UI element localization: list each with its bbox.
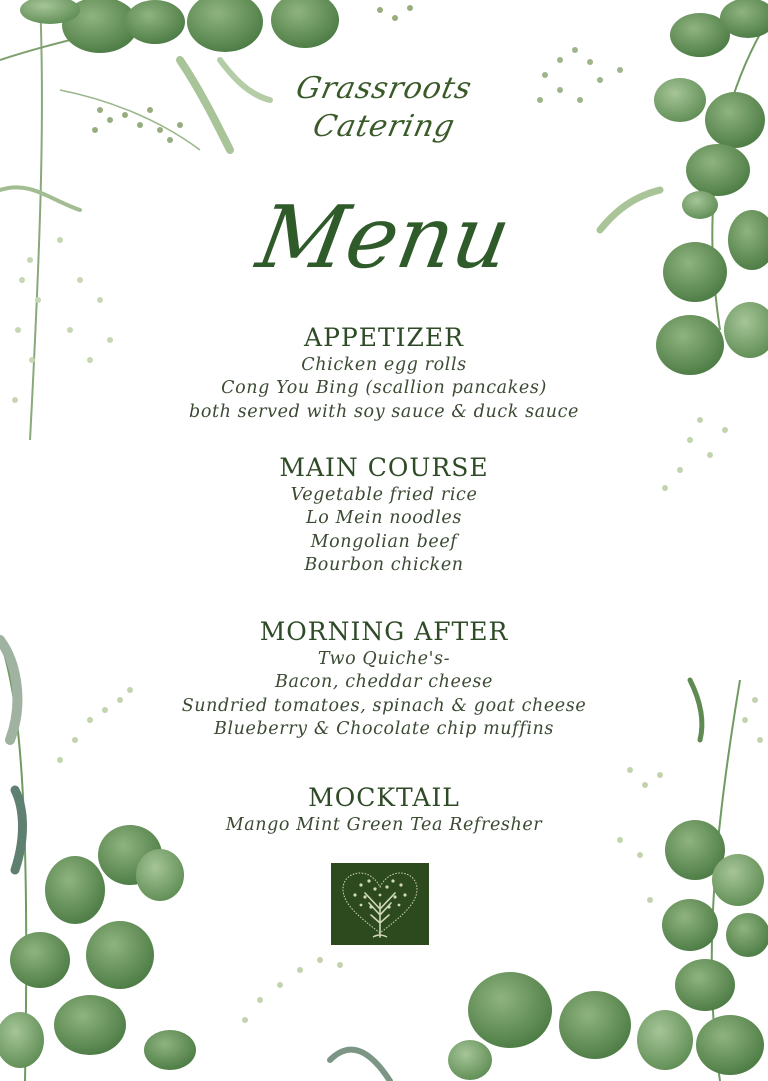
menu-item: Sundried tomatoes, spinach & goat cheese <box>181 695 587 716</box>
section-appetizer <box>84 322 684 424</box>
menu-item: Mango Mint Green Tea Refresher <box>225 815 543 835</box>
brand-name <box>284 70 484 146</box>
menu-item: Cong You Bing (scallion pancakes) <box>221 378 547 399</box>
menu-item: Two Quiche's- <box>317 649 451 669</box>
menu-item: Bacon, cheddar cheese <box>275 672 493 693</box>
section-morning-after <box>84 616 684 741</box>
section-main-course <box>84 452 684 577</box>
menu-item: Bourbon chicken <box>304 554 464 575</box>
section-heading: MOCKTAIL <box>308 783 460 812</box>
section-mocktail <box>84 782 684 837</box>
menu-item: Lo Mein noodles <box>306 508 462 529</box>
tree-heart-icon <box>331 863 429 945</box>
menu-item: Chicken egg rolls <box>301 355 467 375</box>
menu-title: Menu <box>250 188 518 288</box>
brand-line-1: Grassroots <box>292 71 476 106</box>
menu-item: Vegetable fried rice <box>290 485 478 505</box>
menu-item: Mongolian beef <box>310 531 458 552</box>
menu-item: Blueberry & Chocolate chip muffins <box>214 718 554 739</box>
section-heading: APPETIZER <box>304 323 464 352</box>
section-heading: MAIN COURSE <box>279 453 489 482</box>
menu-item: both served with soy sauce & duck sauce <box>189 401 579 422</box>
brand-line-2: Catering <box>309 109 459 144</box>
section-heading: MORNING AFTER <box>259 617 509 646</box>
